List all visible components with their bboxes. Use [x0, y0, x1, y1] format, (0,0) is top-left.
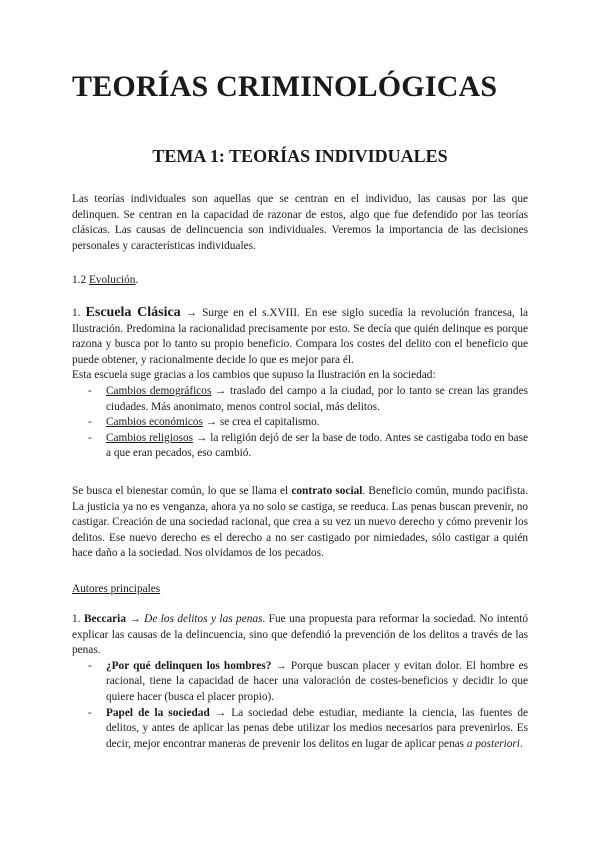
bienestar-paragraph	[72, 484, 528, 562]
beccaria-item-end: .	[519, 737, 523, 750]
section-heading: 1.2 Evolución.	[72, 274, 139, 286]
beccaria-text: . Fue una propuesta para reformar la sociedad. No intentó explicar las causas de la delincuencia, sino que defendió la prevención de los delitos a través de las penas.	[72, 613, 529, 657]
cambio-label: Cambios económicos	[106, 416, 203, 429]
beccaria-arrow: →	[129, 613, 141, 625]
a-posteriori: a posteriori	[466, 737, 520, 750]
beccaria-block	[72, 612, 528, 752]
intro-paragraph: Las teorías individuales son aquellas que se centran en el individuo, las causas por las que delinquen. Se centran en la capacidad de razonar de estos, algo que fue defendido por las teorías clásicas. Las causas de delincuencia son individuales. Veremos la importancia de las decisiones personales y características individuales.	[72, 193, 528, 252]
beccaria-paragraph	[72, 612, 528, 659]
list-item	[106, 431, 528, 462]
cambios-list	[72, 384, 528, 462]
beccaria-list	[72, 659, 528, 753]
escuela-name: Escuela Clásica	[85, 305, 181, 320]
document-title: TEORÍAS CRIMINOLÓGICAS	[72, 70, 498, 103]
beccaria-item-text: → Porque buscan placer y evitan dolor. El hombre es racional, tiene la capacidad de hacer una valoración de costes-beneficios y decidir lo que quiere hacer (busca el placer propio).	[106, 659, 529, 703]
cambio-text: → la religión dejó de ser la base de todo. Antes se castigaba todo en base a que eran pecados, eso cambió.	[106, 431, 528, 460]
escuela-line2: Esta escuela suge gracias a los cambios que supuso la Ilustración en la sociedad:	[72, 369, 436, 382]
escuela-paragraph	[72, 305, 528, 368]
cambio-text: → traslado del campo a la ciudad, por lo tanto se crean las grandes ciudades. Más anonimato, menos control social, más delitos.	[106, 384, 528, 413]
beccaria-name: Beccaria	[83, 613, 126, 625]
escuela-text: Surge en el s.XVIII. En ese siglo sucedía la revolución francesa, la Ilustración. Predomina la racionalidad precisamente por esto. Se decía que quién delinque es porque razona y busca por lo tanto su propio beneficio. Compara los costes del delito con el beneficio que puede obtener, y racionalmente decide lo que es mejor para él.	[72, 307, 528, 366]
contrato-social: contrato social	[291, 485, 363, 497]
beccaria-item-title: ¿Por qué delinquen los hombres?	[106, 659, 272, 672]
escuela-clasica-block	[72, 305, 528, 462]
bienestar-text-end: . Beneficio común, mundo pacifista. La justicia ya no es venganza, ahora ya no solo se castiga, se reeduca. Las penas buscan prevenir, no castigar. Creación de una sociedad racional, que crea a su vez un nuevo derecho y cómo prevenir los delitos. Ese nuevo derecho es el derecho a no ser castigado por nimiedades, sólo castigar a quién hace daño a la sociedad. Nos olvidamos de los pecados.	[72, 485, 529, 560]
beccaria-book: De los delitos y las penas	[144, 613, 263, 625]
section-number: 1.2	[72, 274, 87, 286]
beccaria-number: 1.	[72, 613, 81, 625]
escuela-number: 1.	[72, 307, 81, 319]
list-item	[106, 384, 528, 415]
section-title: Evolución	[88, 274, 136, 286]
list-item	[106, 415, 528, 431]
list-item	[106, 659, 528, 706]
autores-heading: Autores principales	[72, 583, 161, 595]
list-item	[106, 706, 528, 753]
cambio-label: Cambios religiosos	[106, 431, 194, 444]
beccaria-item-text: → La sociedad debe estudiar, mediante la ciencia, las fuentes de delitos, y antes de aplicar las penas debe utilizar los medios necesarios para prevenirlos. Es decir, mejor encontrar maneras de prevenir los delitos en lugar de aplicar penas	[106, 706, 528, 750]
cambio-text: → se crea el capitalismo.	[202, 416, 320, 429]
beccaria-item-title: Papel de la sociedad	[106, 706, 210, 719]
bienestar-text-start: Se busca el bienestar común, lo que se llama el	[72, 485, 292, 497]
cambio-label: Cambios demográficos	[106, 384, 212, 397]
topic-subtitle: TEMA 1: TEORÍAS INDIVIDUALES	[152, 146, 448, 166]
escuela-arrow: →	[185, 307, 198, 319]
